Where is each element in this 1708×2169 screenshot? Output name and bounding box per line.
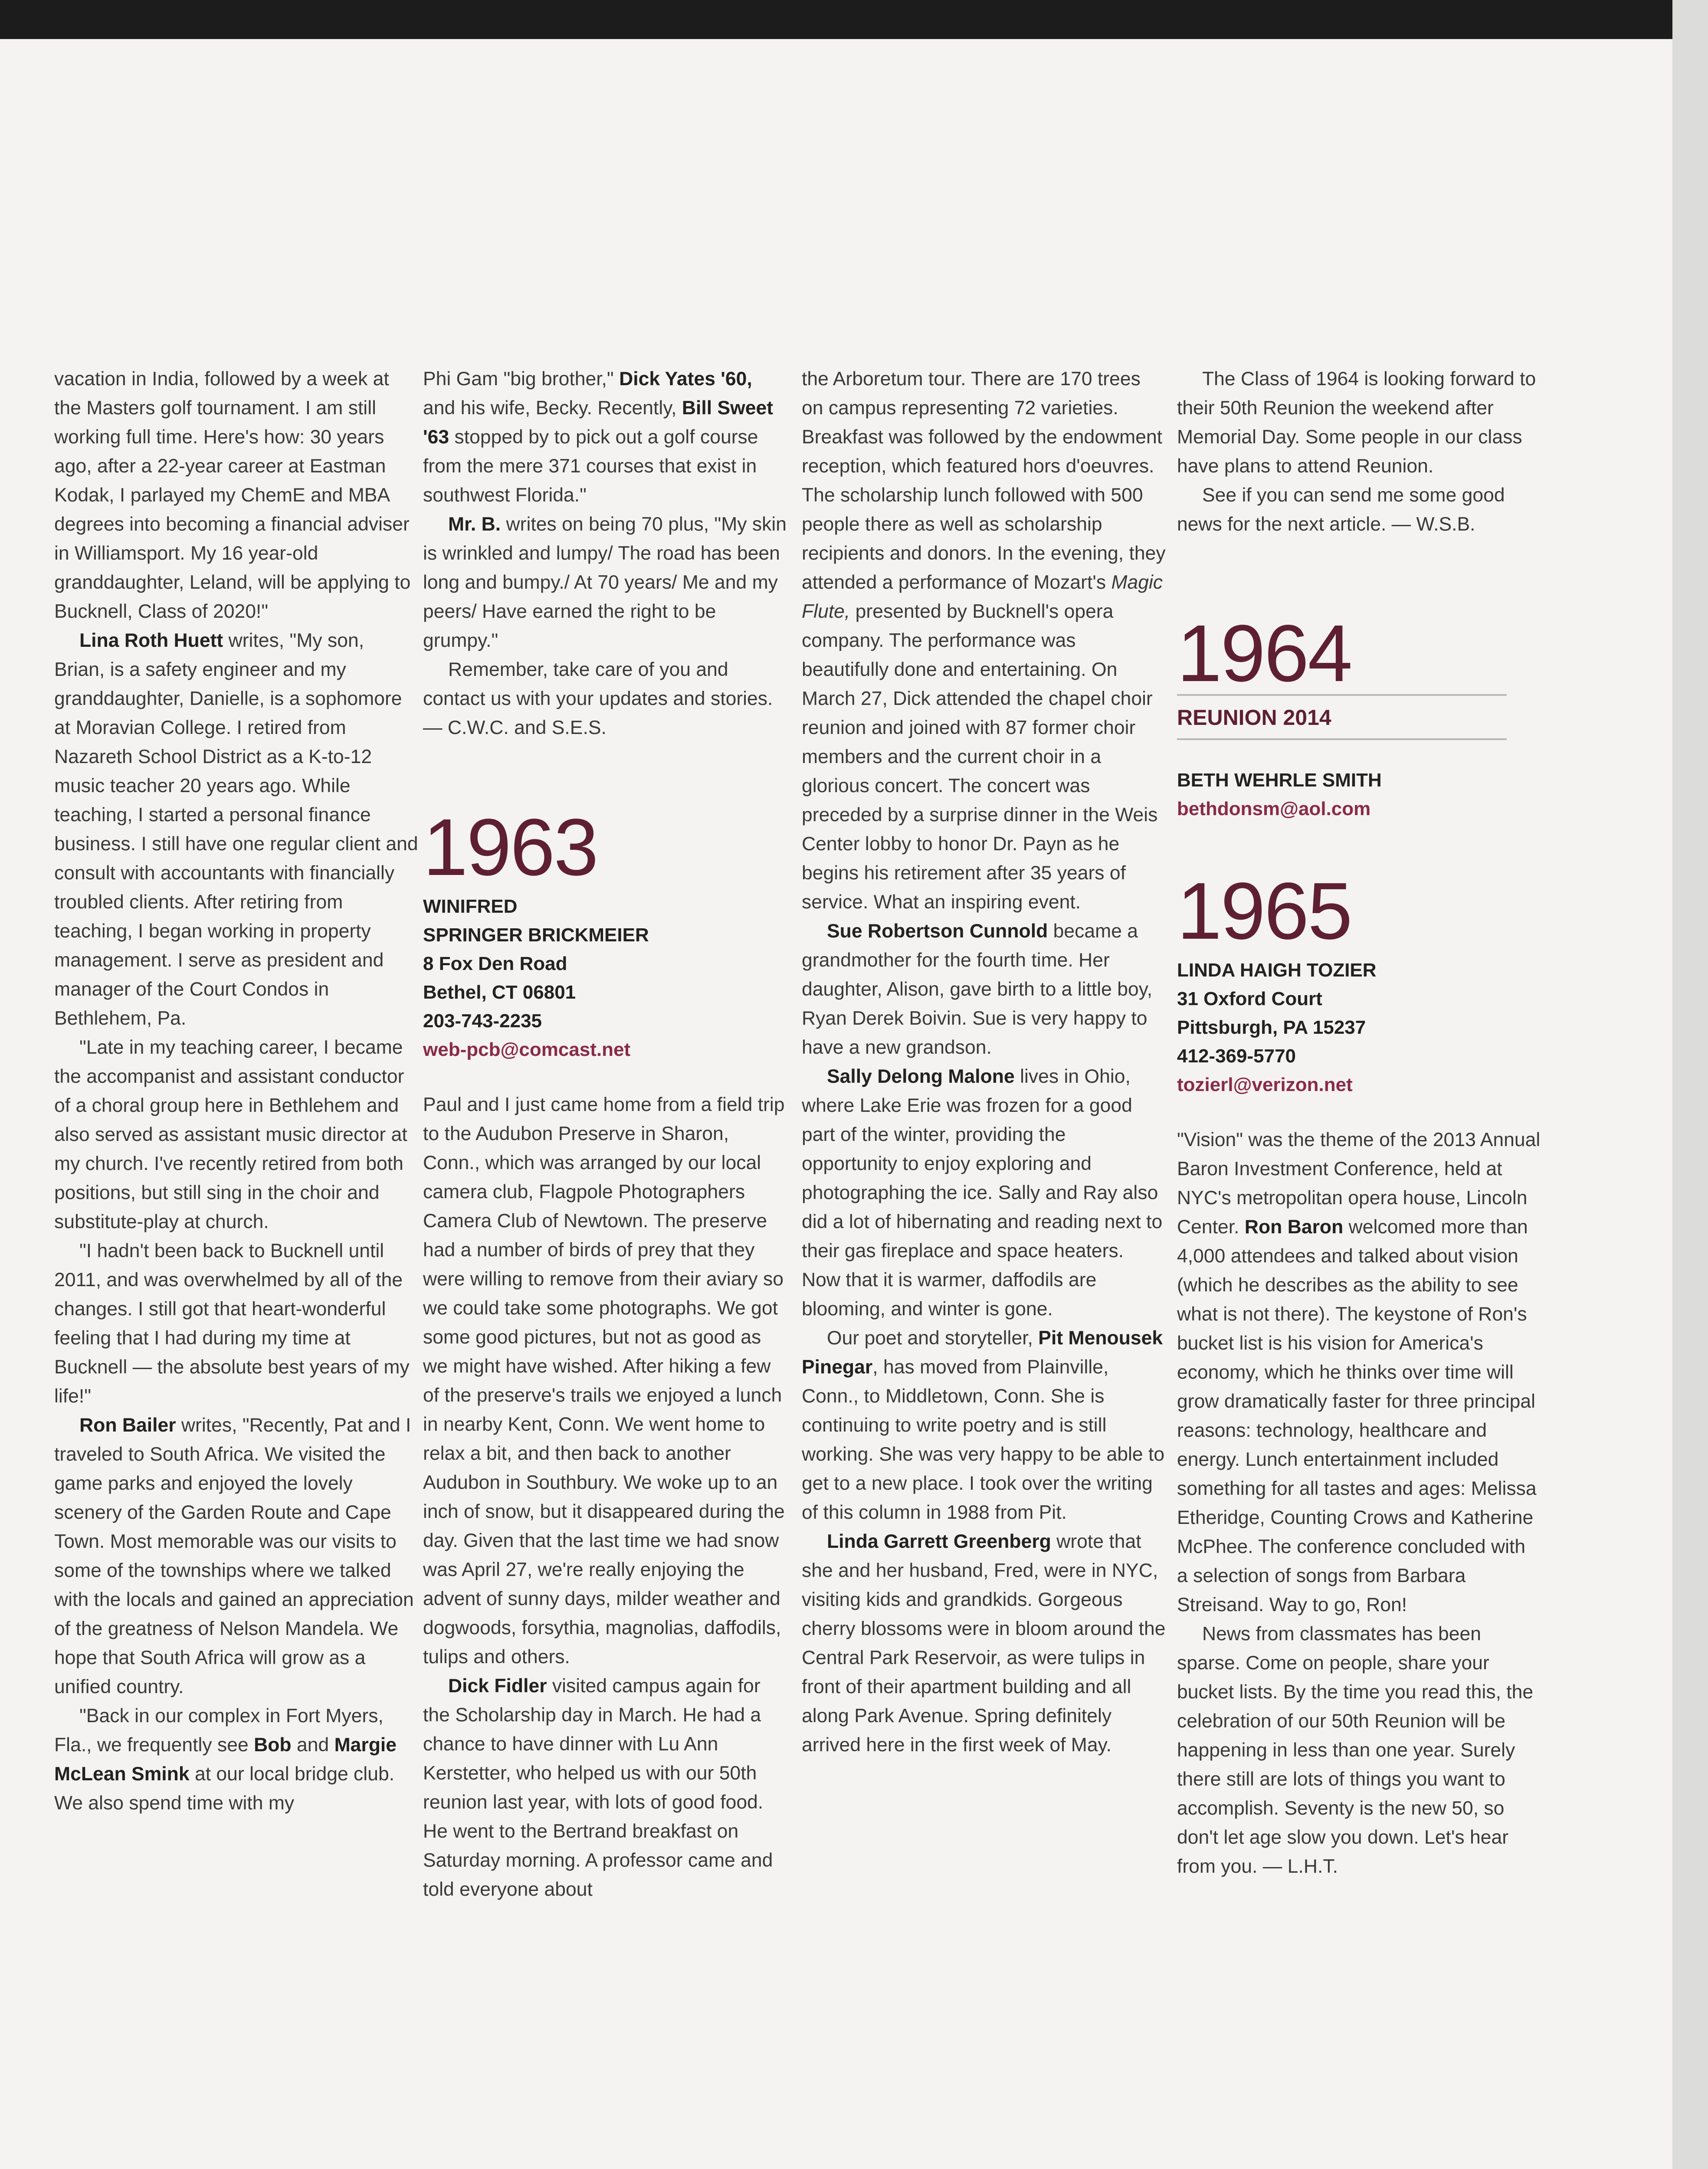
correspondent-email[interactable]: web-pcb@comcast.net xyxy=(423,1039,631,1060)
paragraph-text: writes, "My son, Brian, is a safety engineer and my granddaughter, Danielle, is a sophomore at Moravian College. I retired from Nazareth School District as a K-to-12 music teacher 20 years ago. While teaching, I started a personal finance business. I still have one regular client and consult with accountants with financially troubled clients. After retiring from teaching, I began working in property management. I serve as president and manager of the Court Condos in Bethlehem, Pa. xyxy=(54,630,418,1029)
reunion-label: REUNION 2014 xyxy=(1177,696,1507,740)
class-correspondent xyxy=(1177,766,1541,823)
correspondent-name: WINIFRED xyxy=(423,896,518,917)
person-name: Margie McLean Smink xyxy=(54,1734,397,1785)
correspondent-phone: 203-743-2235 xyxy=(423,1010,542,1032)
person-name: Ron Bailer xyxy=(79,1415,176,1436)
person-name: Bill Sweet '63 xyxy=(423,397,774,448)
paragraph-text: wrote that she and her husband, Fred, were in NYC, visiting kids and grandkids. Gorgeous cherry blossoms were in bloom around the Central Park Reservoir, as were tulips in front of their apartment building and all along Park Avenue. Spring definitely arrived here in the first week of May. xyxy=(802,1531,1166,1756)
person-name: Sue Robertson Cunnold xyxy=(827,921,1048,942)
person-name: Mr. B. xyxy=(448,514,501,535)
class-correspondent xyxy=(1177,956,1541,1099)
page-edge xyxy=(1672,0,1708,2169)
paragraph xyxy=(54,1701,419,1818)
paragraph xyxy=(54,1411,419,1701)
column-2 xyxy=(423,364,787,1904)
paragraph-text: the Arboretum tour. There are 170 trees on campus representing 72 varieties. Breakfast was followed by the endowment reception, which featured hors d'oeuvres. The scholarship lunch followed with 500 people there as well as scholarship recipients and donors. In the evening, they attended a performance of Mozart's xyxy=(802,368,1166,593)
person-name: Lina Roth Huett xyxy=(79,630,223,651)
paragraph: "Late in my teaching career, I became the accompanist and assistant conductor of a choral group here in Bethlehem and also served as assistant music director at my church. I've recently retired from both positions, but still sing in the choir and substitute-play at church. xyxy=(54,1037,407,1232)
paragraph xyxy=(1177,1125,1541,1619)
paragraph-text: became a grandmother for the fourth time. Her daughter, Alison, gave birth to a little boy, Ryan Derek Boivin. Sue is very happy to have a new grandson. xyxy=(802,921,1153,1058)
paragraph-text: presented by Bucknell's opera company. The performance was beautifully done and entertaining. On March 27, Dick attended the chapel choir reunion and joined with 87 former choir members and the current choir in a glorious concert. The concert was preceded by a surprise dinner in the Weis Center lobby to honor Dr. Payn as he begins his retirement after 35 years of service. What an inspiring event. xyxy=(802,601,1158,913)
paragraph-text: and xyxy=(291,1734,334,1756)
title-italic: Magic Flute, xyxy=(802,572,1163,622)
paragraph xyxy=(802,1324,1166,1527)
paragraph: See if you can send me some good news for the next article. — W.S.B. xyxy=(1177,485,1505,535)
paragraph xyxy=(423,1671,787,1904)
correspondent-address: 31 Oxford Court xyxy=(1177,988,1322,1009)
column-4 xyxy=(1177,364,1541,1881)
paragraph xyxy=(423,510,787,655)
paragraph-text: visited campus again for the Scholarship day in March. He had a chance to have dinner with Lu Ann Kerstetter, who helped us with our 50th reunion last year, with lots of good food. He went to the Bertrand breakfast on Saturday morning. A professor came and told everyone about xyxy=(423,1675,773,1900)
paragraph: News from classmates has been sparse. Come on people, share your bucket lists. By the time you read this, the celebration of our 50th Reunion will be happening in less than one year. Surely there still are lots of things you want to accomplish. Seventy is the new 50, so don't let age slow you down. Let's hear from you. — L.H.T. xyxy=(1177,1623,1534,1877)
paragraph: Remember, take care of you and contact us with your updates and stories. — C.W.C. and S.E.S. xyxy=(423,659,773,738)
correspondent-address: 8 Fox Den Road xyxy=(423,953,567,974)
paragraph-text: writes on being 70 plus, "My skin is wrinkled and lumpy/ The road has been long and bumpy./ At 70 years/ Me and my peers/ Have earned the right to be grumpy." xyxy=(423,514,787,651)
divider xyxy=(1177,694,1507,740)
paragraph-text: at our local bridge club. We also spend time with my xyxy=(54,1763,395,1814)
paragraph: The Class of 1964 is looking forward to their 50th Reunion the weekend after Memorial Day. Some people in our class have plans to attend Reunion. xyxy=(1177,368,1536,477)
paragraph xyxy=(802,1062,1166,1324)
person-name: Pit Menousek Pinegar xyxy=(802,1327,1163,1378)
paragraph xyxy=(423,364,787,510)
correspondent-address: Bethel, CT 06801 xyxy=(423,982,576,1003)
person-name: Dick Fidler xyxy=(448,1675,547,1697)
paragraph-text: lives in Ohio, where Lake Erie was frozen for a good part of the winter, providing the opportunity to enjoy exploring and photographing the ice. Sally and Ray also did a lot of hibernating and reading next to their gas fireplace and space heaters. Now that it is warmer, daffodils are blooming, and winter is gone. xyxy=(802,1066,1163,1320)
paragraph: "I hadn't been back to Bucknell until 2011, and was overwhelmed by all of the changes. I still got that heart-wonderful feeling that I had during my time at Bucknell — the absolute best years of my life!" xyxy=(54,1240,410,1407)
correspondent-phone: 412-369-5770 xyxy=(1177,1045,1296,1067)
paragraph xyxy=(802,364,1166,917)
person-name: Sally Delong Malone xyxy=(827,1066,1015,1087)
correspondent-name: SPRINGER BRICKMEIER xyxy=(423,924,649,946)
paragraph: vacation in India, followed by a week at the Masters golf tournament. I am still working full time. Here's how: 30 years ago, after a 22-year career at Eastman Kodak, I parlayed my ChemE and MBA degrees into becoming a financial adviser in Williamsport. My 16 year-old granddaughter, Leland, will be applying to Bucknell, Class of 2020!" xyxy=(54,368,411,622)
paragraph-text: welcomed more than 4,000 attendees and talked about vision (which he describes as the ability to see what is not there). The keystone of Ron's bucket list is his vision for America's economy, which he thinks over time will grow dramatically faster for three principal reasons: technology, healthcare and energy. Lunch entertainment included something for all tastes and ages: Melissa Etheridge, Counting Crows and Katherine McPhee. The conference concluded with a selection of songs from Barbara Streisand. Way to go, Ron! xyxy=(1177,1216,1537,1615)
paragraph-text: Our poet and storyteller, xyxy=(827,1327,1039,1349)
paragraph xyxy=(802,1527,1166,1759)
paragraph-text: Phi Gam "big brother," xyxy=(423,368,620,390)
correspondent-address: Pittsburgh, PA 15237 xyxy=(1177,1017,1366,1038)
column-3 xyxy=(802,364,1166,1759)
person-name: Ron Baron xyxy=(1244,1216,1344,1238)
paragraph xyxy=(802,917,1166,1062)
person-name: Dick Yates '60, xyxy=(619,368,752,390)
class-year-heading: 1963 xyxy=(423,803,597,892)
paragraph-text: writes, "Recently, Pat and I traveled to South Africa. We visited the game parks and enjoyed the lovely scenery of the Garden Route and Cape Town. Most memorable was our visits to some of the townships where we talked with the locals and gained an appreciation of the greatness of Nelson Mandela. We hope that South Africa will grow as a unified country. xyxy=(54,1415,414,1697)
class-year-heading: 1964 xyxy=(1177,609,1351,698)
correspondent-email[interactable]: bethdonsm@aol.com xyxy=(1177,798,1371,819)
paragraph-text: "Vision" was the theme of the 2013 Annual Baron Investment Conference, held at NYC's metropolitan opera house, Lincoln Center. xyxy=(1177,1129,1541,1238)
paragraph-text: and his wife, Becky. Recently, xyxy=(423,397,682,419)
person-name: Bob xyxy=(254,1734,292,1756)
paragraph: Paul and I just came home from a field trip to the Audubon Preserve in Sharon, Conn., which was arranged by our local camera club, Flagpole Photographers Camera Club of Newtown. The preserve had a number of birds of prey that they were willing to remove from their aviary so we could take some photographs. We got some good pictures, but not as good as we might have wished. After hiking a few of the preserve's trails we enjoyed a lunch in nearby Kent, Conn. We went home to relax a bit, and then back to another Audubon in Southbury. We woke up to an inch of snow, but it disappeared during the day. Given that the last time we had snow was April 27, we're really enjoying the advent of sunny days, milder weather and dogwoods, forsythia, magnolias, daffodils, tulips and others. xyxy=(423,1094,785,1668)
paragraph-text: stopped by to pick out a golf course from the mere 371 courses that exist in southwest Florida." xyxy=(423,426,758,506)
correspondent-name: LINDA HAIGH TOZIER xyxy=(1177,960,1377,981)
column-1 xyxy=(54,364,419,1818)
person-name: Linda Garrett Greenberg xyxy=(827,1531,1051,1552)
paragraph-text: "Back in our complex in Fort Myers, Fla., we frequently see xyxy=(54,1705,384,1756)
correspondent-name: BETH WEHRLE SMITH xyxy=(1177,770,1382,791)
class-year-heading: 1965 xyxy=(1177,866,1351,956)
paragraph-text: , has moved from Plainville, Conn., to Middletown, Conn. She is continuing to write poetry and is still working. She was very happy to be able to get to a new place. I took over the writing of this column in 1988 from Pit. xyxy=(802,1356,1165,1523)
paragraph xyxy=(54,626,419,1033)
correspondent-email[interactable]: tozierl@verizon.net xyxy=(1177,1074,1353,1095)
class-correspondent xyxy=(423,892,787,1064)
